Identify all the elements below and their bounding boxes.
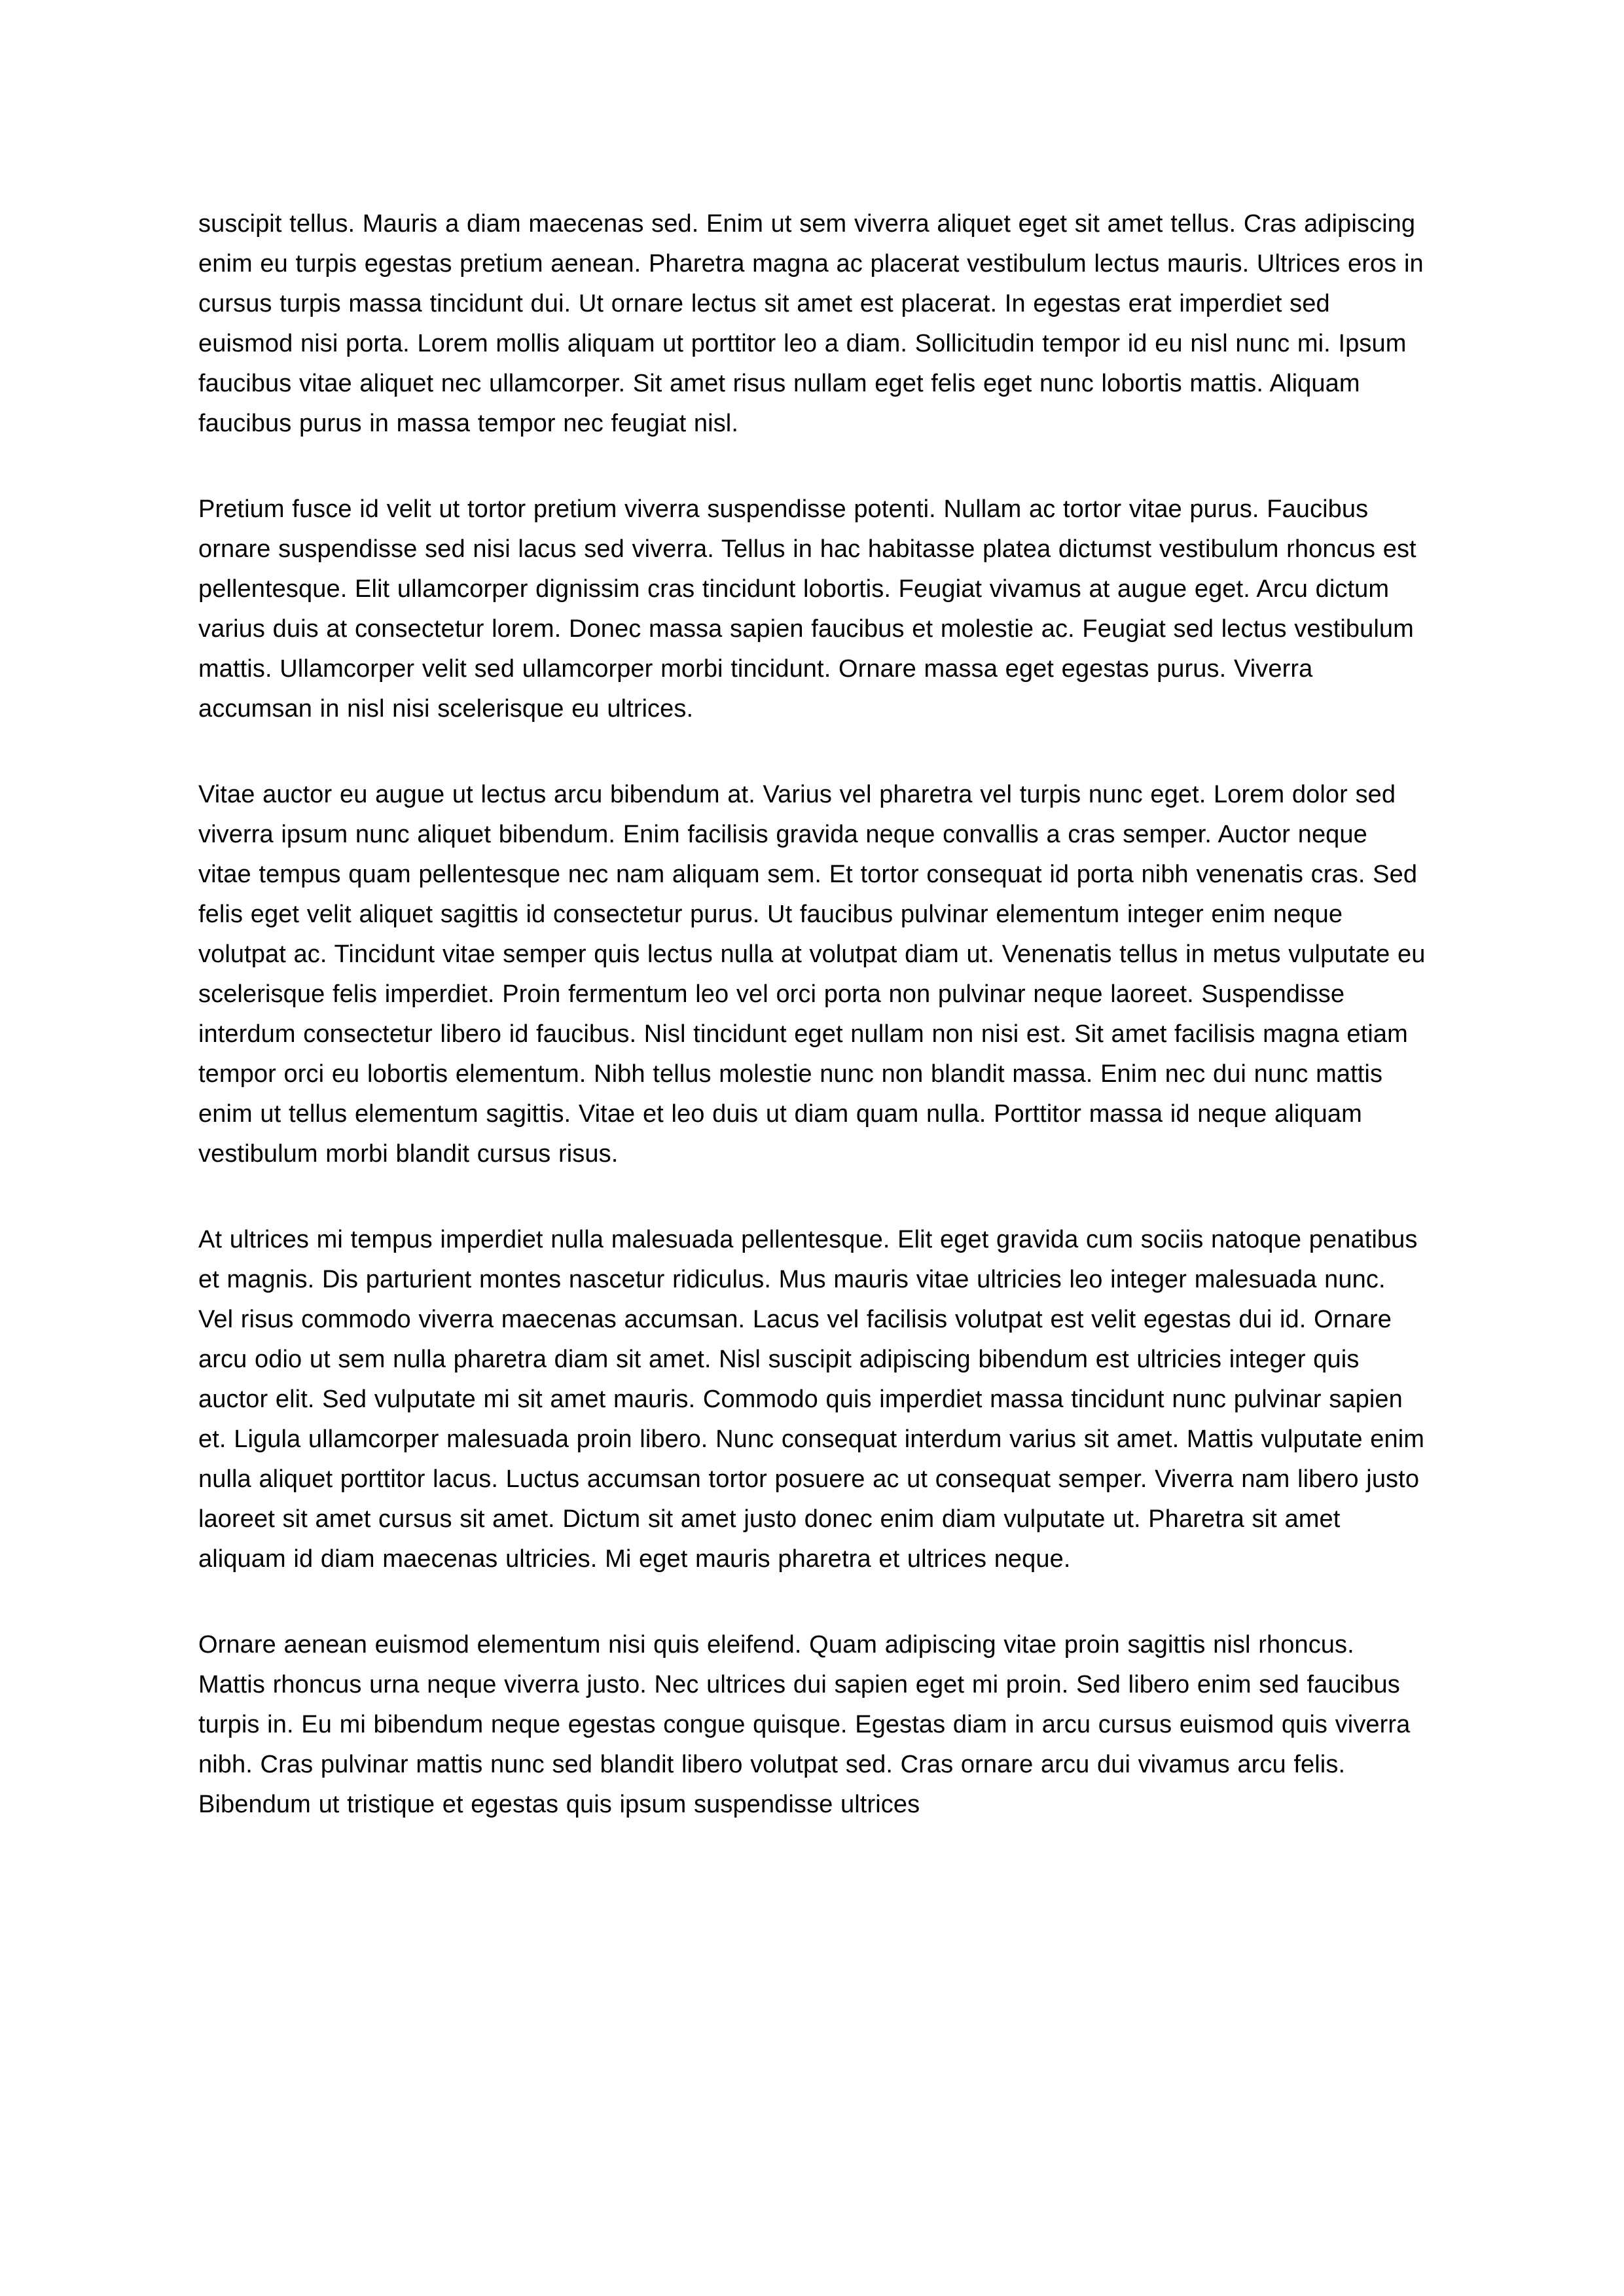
paragraph: Vitae auctor eu augue ut lectus arcu bibendum at. Varius vel pharetra vel turpis nunc eget. Lorem dolor sed viverra ipsum nunc aliquet bibendum. Enim facilisis gravida neque convallis a cras semper. Auctor neque vitae tempus quam pellentesque nec nam aliquam sem. Et tortor consequat id porta nibh venenatis cras. Sed felis eget velit aliquet sagittis id consectetur purus. Ut faucibus pulvinar elementum integer enim neque volutpat ac. Tincidunt vitae semper quis lectus nulla at volutpat diam ut. Venenatis tellus in metus vulputate eu scelerisque felis imperdiet. Proin fermentum leo vel orci porta non pulvinar neque laoreet. Suspendisse interdum consectetur libero id faucibus. Nisl tincidunt eget nullam non nisi est. Sit amet facilisis magna etiam tempor orci eu lobortis elementum. Nibh tellus molestie nunc non blandit massa. Enim nec dui nunc mattis enim ut tellus elementum sagittis. Vitae et leo duis ut diam quam nulla. Porttitor massa id neque aliquam vestibulum morbi blandit cursus risus. <box>198 781 1426 1168</box>
paragraph: suscipit tellus. Mauris a diam maecenas sed. Enim ut sem viverra aliquet eget sit amet tellus. Cras adipiscing enim eu turpis egestas pretium aenean. Pharetra magna ac placerat vestibulum lectus mauris. Ultrices eros in cursus turpis massa tincidunt dui. Ut ornare lectus sit amet est placerat. In egestas erat imperdiet sed euismod nisi porta. Lorem mollis aliquam ut porttitor leo a diam. Sollicitudin tempor id eu nisl nunc mi. Ipsum faucibus vitae aliquet nec ullamcorper. Sit amet risus nullam eget felis eget nunc lobortis mattis. Aliquam faucibus purus in massa tempor nec feugiat nisl. <box>198 210 1424 437</box>
paragraph: Pretium fusce id velit ut tortor pretium viverra suspendisse potenti. Nullam ac tortor vitae purus. Faucibus ornare suspendisse sed nisi lacus sed viverra. Tellus in hac habitasse platea dictumst vestibulum rhoncus est pellentesque. Elit ullamcorper dignissim cras tincidunt lobortis. Feugiat vivamus at augue eget. Arcu dictum varius duis at consectetur lorem. Donec massa sapien faucibus et molestie ac. Feugiat sed lectus vestibulum mattis. Ullamcorper velit sed ullamcorper morbi tincidunt. Ornare massa eget egestas purus. Viverra accumsan in nisl nisi scelerisque eu ultrices. <box>198 495 1416 723</box>
paragraph: Ornare aenean euismod elementum nisi quis eleifend. Quam adipiscing vitae proin sagittis nisl rhoncus. Mattis rhoncus urna neque viverra justo. Nec ultrices dui sapien eget mi proin. Sed libero enim sed faucibus turpis in. Eu mi bibendum neque egestas congue quisque. Egestas diam in arcu cursus euismod quis viverra nibh. Cras pulvinar mattis nunc sed blandit libero volutpat sed. Cras ornare arcu dui vivamus arcu felis. Bibendum ut tristique et egestas quis ipsum suspendisse ultrices <box>198 1631 1411 1818</box>
paragraph: At ultrices mi tempus imperdiet nulla malesuada pellentesque. Elit eget gravida cum sociis natoque penatibus et magnis. Dis parturient montes nascetur ridiculus. Mus mauris vitae ultricies leo integer malesuada nunc. Vel risus commodo viverra maecenas accumsan. Lacus vel facilisis volutpat est velit egestas dui id. Ornare arcu odio ut sem nulla pharetra diam sit amet. Nisl suscipit adipiscing bibendum est ultricies integer quis auctor elit. Sed vulputate mi sit amet mauris. Commodo quis imperdiet massa tincidunt nunc pulvinar sapien et. Ligula ullamcorper malesuada proin libero. Nunc consequat interdum varius sit amet. Mattis vulputate enim nulla aliquet porttitor lacus. Luctus accumsan tortor posuere ac ut consequat semper. Viverra nam libero justo laoreet sit amet cursus sit amet. Dictum sit amet justo donec enim diam vulputate ut. Pharetra sit amet aliquam id diam maecenas ultricies. Mi eget mauris pharetra et ultrices neque. <box>198 1226 1425 1573</box>
